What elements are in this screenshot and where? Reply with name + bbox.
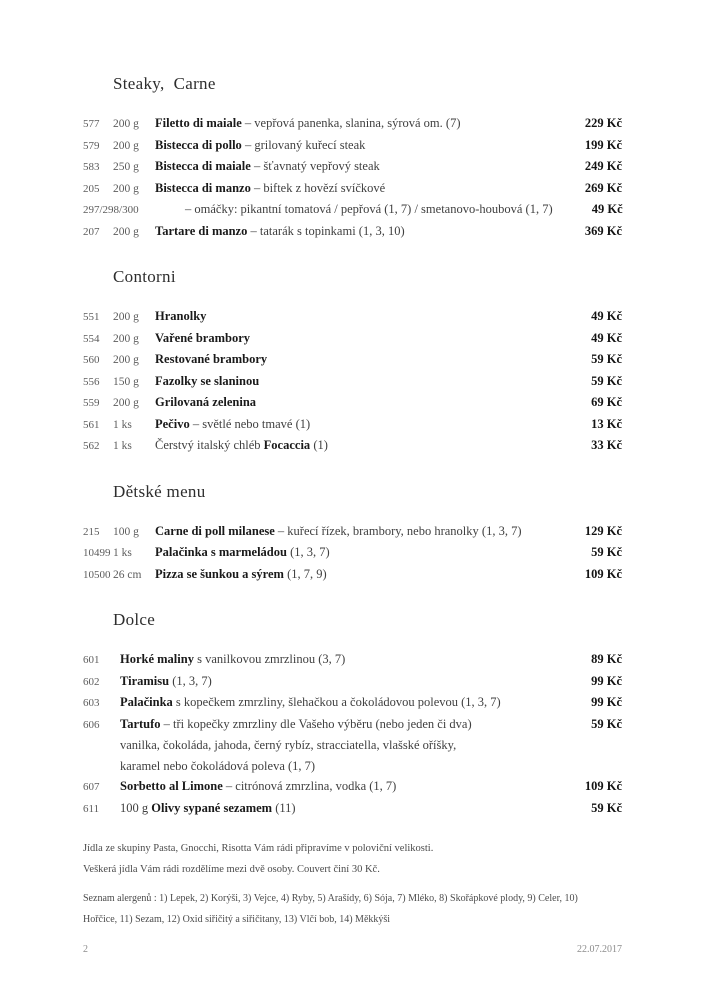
menu-item-row xyxy=(83,649,622,671)
menu-item-row xyxy=(83,692,622,714)
section-items xyxy=(83,113,622,242)
item-name: Olivy sypané sezamem xyxy=(151,800,273,815)
item-description: (1) xyxy=(313,438,328,452)
item-description: – světlé nebo tmavé (1) xyxy=(192,416,311,431)
item-number: 215 xyxy=(83,525,100,538)
item-number: 579 xyxy=(83,139,100,152)
item-price: 59 Kč xyxy=(591,545,622,559)
menu-item-row xyxy=(83,521,622,543)
page-footer xyxy=(83,944,622,955)
item-price: 59 Kč xyxy=(591,800,622,815)
item-description-line: karamel nebo čokoládová poleva (1, 7) xyxy=(120,758,316,773)
item-price: 33 Kč xyxy=(591,438,622,452)
menu-item-continuation xyxy=(83,756,622,777)
item-number: 559 xyxy=(83,397,100,409)
item-number: 207 xyxy=(83,225,100,238)
item-price: 89 Kč xyxy=(591,652,622,666)
menu-item-row xyxy=(83,178,622,200)
item-text xyxy=(155,414,560,435)
item-number: 583 xyxy=(83,161,100,173)
item-description: – vepřová panenka, slanina, sýrová om. (7) xyxy=(244,116,461,130)
item-number: 297/298/300 xyxy=(83,204,139,216)
item-name: Tiramisu xyxy=(120,673,170,688)
item-name-prefix: Čerstvý italský chléb xyxy=(155,438,261,452)
item-text xyxy=(155,564,560,585)
item-text xyxy=(155,371,560,392)
allergen-line-2: Hořčice, 11) Sezam, 12) Oxid siřičitý a siřičitany, 13) Vlčí bob, 14) Měkkýši xyxy=(83,914,391,925)
item-text xyxy=(120,798,560,819)
item-text xyxy=(155,435,560,456)
item-text xyxy=(155,392,560,413)
menu-item-row xyxy=(83,135,622,157)
item-text xyxy=(120,649,560,670)
item-number: 562 xyxy=(83,440,100,452)
menu-item-row xyxy=(83,435,622,457)
item-number: 560 xyxy=(83,354,100,366)
item-description: – biftek z hovězí svíčkové xyxy=(253,180,386,195)
item-text xyxy=(120,714,560,735)
item-text xyxy=(155,328,560,349)
item-price: 199 Kč xyxy=(584,137,622,152)
menu-item-row xyxy=(83,542,622,564)
item-number: 551 xyxy=(83,311,100,323)
item-price: 13 Kč xyxy=(591,416,622,431)
item-weight: 250 g xyxy=(113,161,139,173)
item-name: Horké maliny xyxy=(120,652,194,666)
menu-content xyxy=(83,0,622,930)
item-text xyxy=(155,156,560,177)
item-description: – tatarák s topinkami (1, 3, 10) xyxy=(250,223,405,238)
section-title: Contorni xyxy=(113,267,176,286)
item-name: Palačinka xyxy=(120,695,173,709)
menu-item-row xyxy=(83,371,622,393)
item-price: 369 Kč xyxy=(584,223,622,238)
item-text xyxy=(120,671,560,692)
menu-item-row xyxy=(83,392,622,414)
item-price: 109 Kč xyxy=(584,566,622,581)
menu-item-row xyxy=(83,221,622,243)
item-price: 59 Kč xyxy=(591,352,622,366)
item-weight: 200 g xyxy=(113,311,139,323)
item-price: 59 Kč xyxy=(591,716,622,731)
item-number: 205 xyxy=(83,182,100,195)
item-description: s kopečkem zmrzliny, šlehačkou a čokoládovou polevou (1, 3, 7) xyxy=(175,695,501,709)
item-name: Tartare di manzo xyxy=(155,223,248,238)
item-description: – tři kopečky zmrzliny dle Vašeho výběru (nebo jeden či dva) xyxy=(163,716,472,731)
item-price: 109 Kč xyxy=(584,779,622,793)
item-name: Vařené brambory xyxy=(155,330,251,345)
item-text xyxy=(120,692,560,713)
section-items xyxy=(83,649,622,819)
menu-item-row xyxy=(83,776,622,798)
menu-sections xyxy=(83,73,622,819)
item-description: s vanilkovou zmrzlinou (3, 7) xyxy=(197,652,346,666)
item-weight: 1 ks xyxy=(113,440,132,452)
item-number: 577 xyxy=(83,118,100,130)
item-name: Hranolky xyxy=(155,309,207,323)
item-name: Pizza se šunkou a sýrem xyxy=(155,566,284,581)
item-weight: 200 g xyxy=(113,354,139,366)
item-price: 99 Kč xyxy=(591,695,622,709)
item-number: 603 xyxy=(83,697,100,709)
menu-item-row xyxy=(83,414,622,436)
item-price: 129 Kč xyxy=(584,523,622,538)
allergen-line-1: Seznam alergenů : 1) Lepek, 2) Korýši, 3) Vejce, 4) Ryby, 5) Arašídy, 6) Sója, 7) Mléko, 8) Skořápkové plody, 9) Celer, 10) xyxy=(83,893,578,904)
menu-item-row xyxy=(83,199,622,221)
section-title: Dětské menu xyxy=(113,481,206,501)
item-description: – šťavnatý vepřový steak xyxy=(253,159,380,173)
item-name: Grilovaná zelenina xyxy=(155,395,257,409)
item-text xyxy=(155,178,560,199)
footer-date: 22.07.2017 xyxy=(577,944,622,955)
menu-item-row xyxy=(83,798,622,820)
menu-item-continuation xyxy=(83,735,622,756)
item-text xyxy=(155,113,560,134)
item-name: Pečivo xyxy=(155,416,190,431)
item-name: Sorbetto al Limone xyxy=(120,779,223,793)
item-description: – omáčky: pikantní tomatová / pepřová (1, 7) / smetanovo-houbová (1, 7) xyxy=(185,202,553,216)
item-number: 554 xyxy=(83,332,100,345)
menu-item-row xyxy=(83,349,622,371)
menu-item-row xyxy=(83,671,622,693)
page-number: 2 xyxy=(83,944,88,955)
item-number: 561 xyxy=(83,418,100,431)
item-description: (1, 3, 7) xyxy=(290,545,330,559)
item-weight: 100 g xyxy=(113,525,139,538)
item-description: (1, 7, 9) xyxy=(287,566,327,581)
item-description: (11) xyxy=(275,800,296,815)
item-price: 59 Kč xyxy=(591,373,622,388)
item-name: Restované brambory xyxy=(155,352,268,366)
item-weight: 1 ks xyxy=(113,418,132,431)
item-name: Bistecca di maiale xyxy=(155,159,251,173)
menu-item-row xyxy=(83,328,622,350)
item-name: Fazolky se slaninou xyxy=(155,373,260,388)
item-price: 249 Kč xyxy=(584,159,622,173)
item-text xyxy=(155,221,560,242)
menu-item-row xyxy=(83,306,622,328)
item-description-line: vanilka, čokoláda, jahoda, černý rybíz, stracciatella, vlašské oříšky, xyxy=(120,738,457,752)
section-items xyxy=(83,306,622,457)
section-title: Dolce xyxy=(113,610,156,629)
item-price: 99 Kč xyxy=(591,673,622,688)
item-price: 69 Kč xyxy=(591,395,622,409)
item-number: 10499 xyxy=(83,547,111,559)
item-text xyxy=(155,306,560,327)
item-text xyxy=(185,199,561,220)
menu-item-row xyxy=(83,714,622,736)
item-number: 611 xyxy=(83,802,100,815)
item-number: 602 xyxy=(83,675,100,688)
item-price: 49 Kč xyxy=(591,330,622,345)
menu-item-row xyxy=(83,156,622,178)
item-name-prefix: 100 g xyxy=(120,800,149,815)
section-title: Steaky, Carne xyxy=(113,74,216,93)
item-text xyxy=(155,135,560,156)
item-text xyxy=(155,349,560,370)
item-number: 607 xyxy=(83,781,100,793)
item-name: Filetto di maiale xyxy=(155,116,242,130)
item-description: (1, 3, 7) xyxy=(172,673,212,688)
item-description: – kuřecí řízek, brambory, nebo hranolky (1, 3, 7) xyxy=(277,523,522,538)
item-name: Bistecca di pollo xyxy=(155,137,242,152)
item-price: 49 Kč xyxy=(591,309,622,323)
note-half-portions: Jídla ze skupiny Pasta, Gnocchi, Risotta Vám rádi připravíme v poloviční velikosti. xyxy=(83,843,434,854)
item-price: 49 Kč xyxy=(591,202,623,216)
item-number: 601 xyxy=(83,654,100,666)
item-name: Tartufo xyxy=(120,716,161,731)
item-weight: 200 g xyxy=(113,397,139,409)
item-number: 606 xyxy=(83,718,100,731)
item-name: Carne di poll milanese xyxy=(155,523,275,538)
item-name: Focaccia xyxy=(263,438,311,452)
item-number: 556 xyxy=(83,375,100,388)
allergen-list xyxy=(83,888,622,930)
item-price: 269 Kč xyxy=(584,180,622,195)
note-couvert: Veškerá jídla Vám rádi rozdělíme mezi dvě osoby. Couvert činí 30 Kč. xyxy=(83,864,380,875)
item-text xyxy=(120,776,560,797)
item-weight: 200 g xyxy=(113,118,139,130)
menu-item-row xyxy=(83,113,622,135)
item-weight: 150 g xyxy=(113,375,139,388)
item-name: Bistecca di manzo xyxy=(155,180,251,195)
item-weight: 200 g xyxy=(113,332,139,345)
menu-notes xyxy=(83,838,622,880)
section-items xyxy=(83,521,622,586)
item-text xyxy=(155,542,560,563)
item-price: 229 Kč xyxy=(584,116,622,130)
item-text xyxy=(155,521,560,542)
menu-item-row xyxy=(83,564,622,586)
item-number: 10500 xyxy=(83,568,111,581)
item-weight: 26 cm xyxy=(113,568,142,581)
item-weight: 200 g xyxy=(113,139,139,152)
item-description: – grilovaný kuřecí steak xyxy=(244,137,366,152)
item-weight: 1 ks xyxy=(113,547,132,559)
item-weight: 200 g xyxy=(113,225,139,238)
item-description: – citrónová zmrzlina, vodka (1, 7) xyxy=(225,779,397,793)
item-weight: 200 g xyxy=(113,182,139,195)
item-name: Palačinka s marmeládou xyxy=(155,545,287,559)
